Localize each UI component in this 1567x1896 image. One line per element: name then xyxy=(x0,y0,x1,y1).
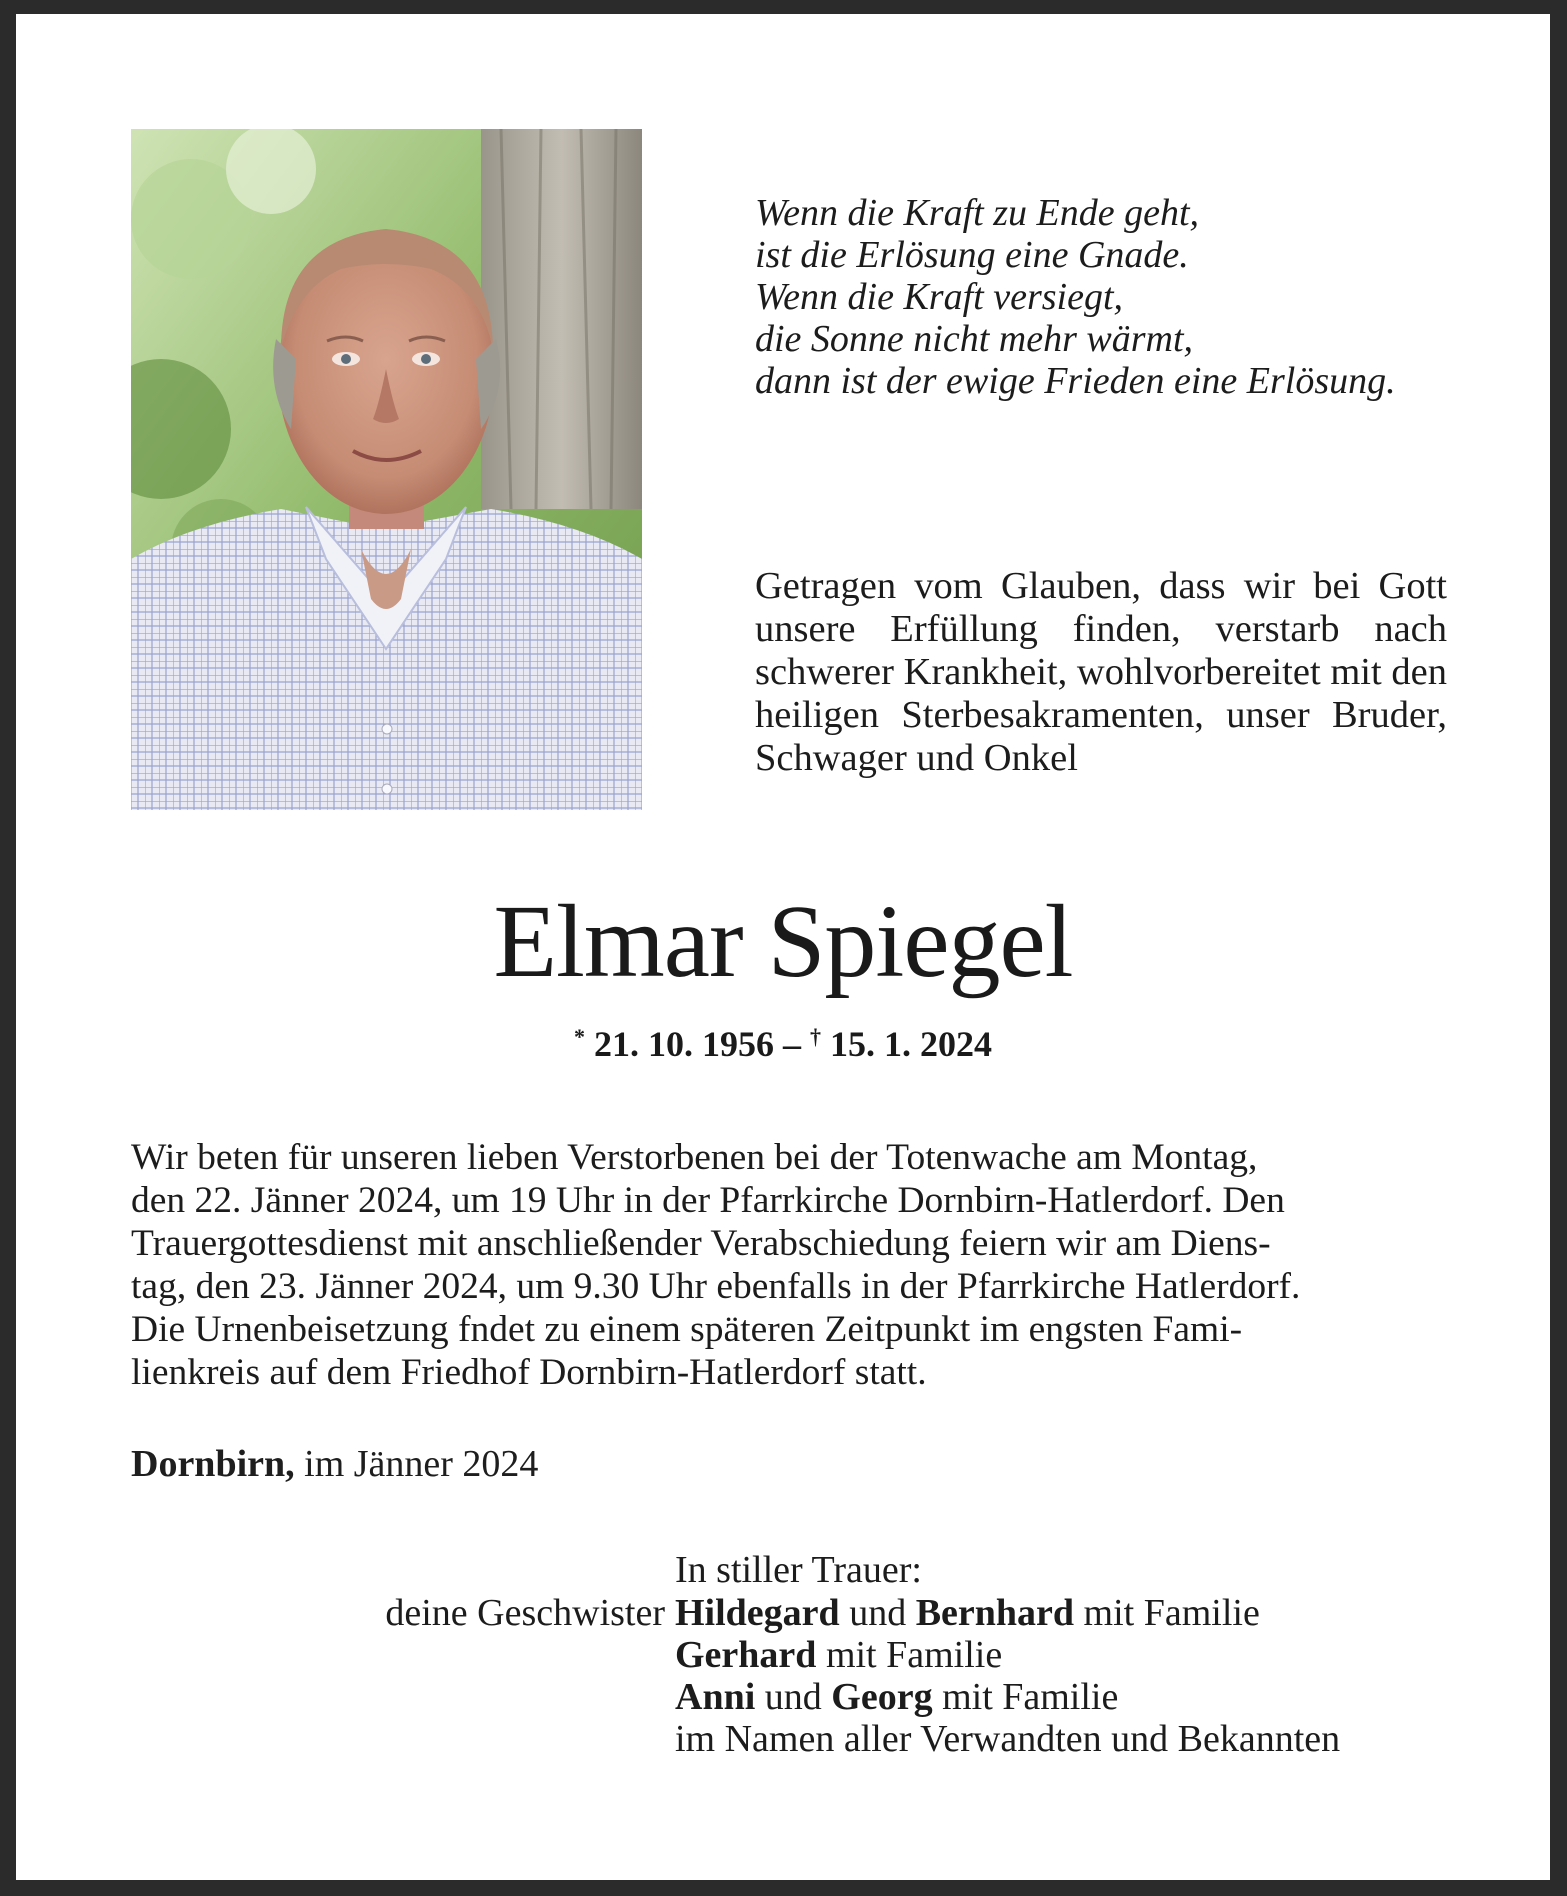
poem-line: dann ist der ewige Frieden eine Erlösung. xyxy=(755,360,1396,402)
mourner-name: Hildegard xyxy=(675,1592,840,1634)
mourner-suffix: mit Familie xyxy=(825,1634,1003,1676)
mourner-line xyxy=(675,1592,1260,1634)
place-date: im Jänner 2024 xyxy=(304,1443,539,1485)
death-date: 15. 1. 2024 xyxy=(830,1024,992,1064)
mourner-line xyxy=(675,1634,1002,1676)
poem xyxy=(755,192,1475,402)
obituary-page xyxy=(16,14,1550,1880)
mourner-line: im Namen aller Verwandten und Bekannten xyxy=(675,1718,1341,1760)
conjunction: und xyxy=(849,1592,907,1634)
poem-line: die Sonne nicht mehr wärmt, xyxy=(755,318,1194,360)
mourner-name: Georg xyxy=(831,1676,933,1718)
conjunction: und xyxy=(764,1676,822,1718)
mourner-name: Bernhard xyxy=(915,1592,1075,1634)
birth-symbol: * xyxy=(574,1024,585,1049)
deceased-name: Elmar Spiegel xyxy=(493,884,1073,999)
life-dates xyxy=(16,1017,1550,1064)
mourner-name: Anni xyxy=(675,1676,756,1718)
date-separator: – xyxy=(783,1024,801,1064)
poem-line: ist die Erlösung eine Gnade. xyxy=(755,234,1189,276)
mourners-heading: In stiller Trauer: xyxy=(675,1549,922,1591)
portrait-image xyxy=(131,129,642,810)
death-symbol: † xyxy=(810,1024,821,1049)
service-line: den 22. Jänner 2024, um 19 Uhr in der Pfarrkirche Dornbirn-Hatlerdorf. Den xyxy=(131,1180,1285,1221)
place-city: Dornbirn, xyxy=(131,1443,295,1485)
service-line: Die Urnenbeisetzung fndet zu einem späteren Zeitpunkt im engsten Fami- xyxy=(131,1309,1243,1350)
siblings-label: deine Geschwister xyxy=(385,1592,665,1634)
mourner-suffix: mit Familie xyxy=(1083,1592,1260,1634)
poem-line: Wenn die Kraft zu Ende geht, xyxy=(755,192,1199,234)
place-and-date xyxy=(131,1442,538,1486)
service-line: Trauergottesdienst mit anschließender Verabschiedung feiern wir am Diens- xyxy=(131,1223,1271,1264)
service-line: lienkreis auf dem Friedhof Dornbirn-Hatlerdorf statt. xyxy=(131,1352,927,1393)
service-line: tag, den 23. Jänner 2024, um 9.30 Uhr ebenfalls in der Pfarrkirche Hatlerdorf. xyxy=(131,1266,1301,1307)
mourner-name: Gerhard xyxy=(675,1634,817,1676)
portrait-photo xyxy=(131,129,642,810)
poem-line: Wenn die Kraft versiegt, xyxy=(755,276,1123,318)
mourner-suffix: mit Familie xyxy=(942,1676,1119,1718)
intro-text: Getragen vom Glauben, dass wir bei Gott unsere Erfüllung finden, verstarb nach schwerer Krankheit, wohlvorbereitet mit den heiligen Sterbesakramenten, unser Bruder, Schwager und Onkel xyxy=(755,565,1447,779)
mourner-line xyxy=(675,1676,1118,1718)
service-details xyxy=(131,1136,1448,1394)
birth-date: 21. 10. 1956 xyxy=(594,1024,774,1064)
service-line: Wir beten für unseren lieben Verstorbenen bei der Totenwache am Montag, xyxy=(131,1137,1258,1178)
